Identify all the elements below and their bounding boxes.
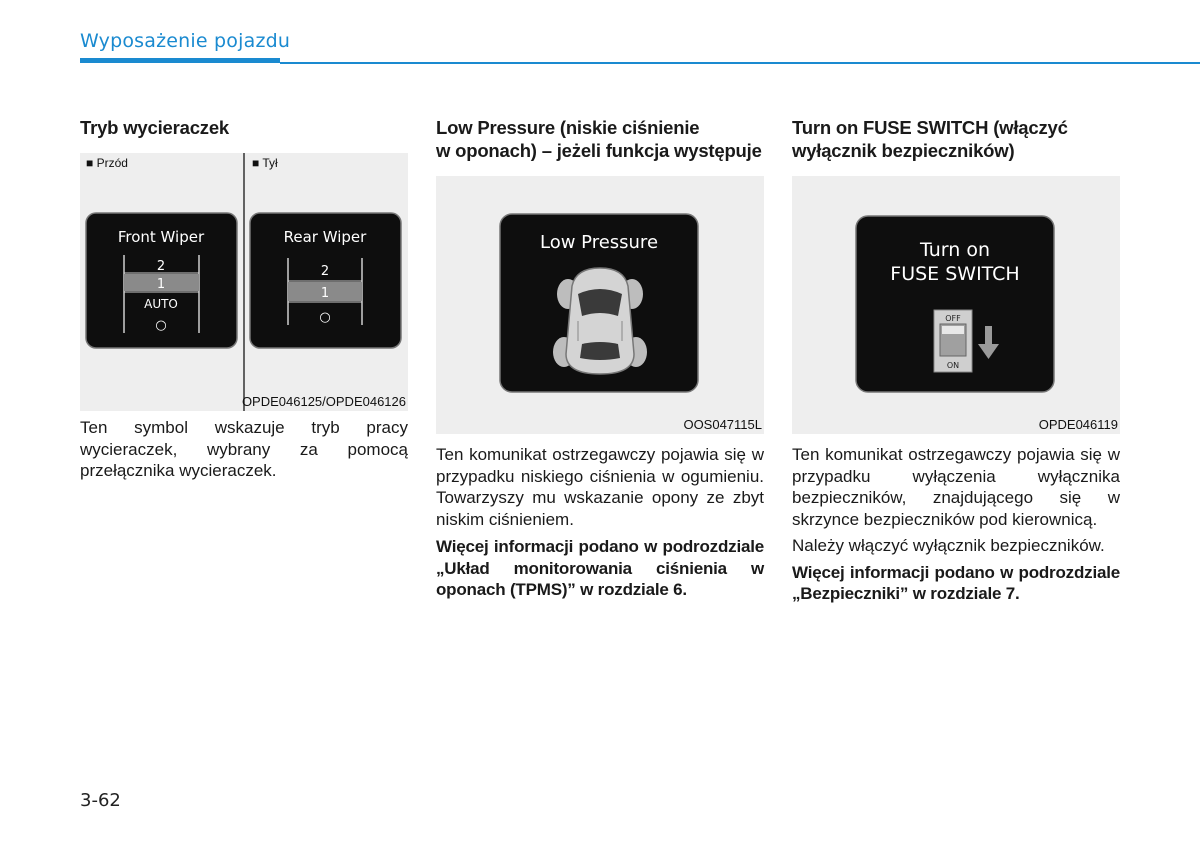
wiper-mode-heading: Tryb wycieraczek: [80, 117, 230, 138]
section-title: Wyposażenie pojazdu: [80, 30, 291, 52]
fuse-panel-line2: FUSE SWITCH: [890, 263, 1020, 285]
fuse-switch-heading: [792, 116, 1120, 162]
fuse-switch-illustration: [792, 176, 1120, 434]
column-low-pressure: [436, 116, 764, 601]
low-pressure-figure: [436, 176, 764, 434]
arrow-down-icon: [985, 326, 992, 346]
rear-tag: ■ Tył: [252, 156, 278, 170]
heading-line: wyłącznik bezpieczników): [792, 140, 1015, 161]
front-mode-auto: AUTO: [144, 297, 178, 311]
low-pressure-title: Low Pressure: [539, 232, 659, 253]
fuse-switch-figure: [792, 176, 1120, 434]
front-tag: ■ Przód: [86, 156, 128, 170]
fuse-switch-note: Więcej informacji podano w podrozdziale „Bezpieczniki” w rozdziale 7.: [792, 562, 1120, 603]
figure-caption: OPDE046125/OPDE046126: [241, 394, 406, 409]
figure-caption: OPDE046119: [1038, 417, 1118, 432]
low-pressure-illustration: [436, 176, 764, 434]
wiper-illustration: [80, 153, 408, 411]
fuse-switch-instruction: Należy włączyć wyłącznik bezpieczników.: [792, 536, 1105, 555]
low-pressure-note: Więcej informacji podano w podrozdziale „Układ monitorowania ciśnienia w oponach (TPMS)” w rozdziale 6.: [436, 537, 764, 599]
rear-mode-1: 1: [320, 286, 330, 301]
wiper-mode-description: Ten symbol wskazuje tryb pracy wycieraczek, wybrany za pomocą przełącznika wycieraczek.: [80, 418, 408, 480]
header-rule-accent: [80, 58, 280, 63]
front-mode-1: 1: [156, 277, 166, 292]
front-wiper-title: Front Wiper: [117, 228, 205, 246]
column-wiper-mode: [80, 116, 408, 482]
switch-off-label: OFF: [945, 314, 961, 323]
heading-line: w oponach) – jeżeli funkcja występuje: [436, 140, 762, 161]
header-rule: [280, 62, 1200, 64]
low-pressure-description: Ten komunikat ostrzegawczy pojawia się w przypadku niskiego ciśnienia w ogumieniu. Towarzyszy mu wskazanie opony ze zbyt niskim ciśnieniem.: [436, 445, 764, 529]
heading-line: Low Pressure (niskie ciśnienie: [436, 117, 700, 138]
switch-on-label: ON: [946, 361, 960, 370]
fuse-switch-description: Ten komunikat ostrzegawczy pojawia się w przypadku wyłączenia wyłącznika bezpieczników, znajdującego się w skrzynce bezpieczników pod kierownicą.: [792, 445, 1120, 529]
low-pressure-heading: [436, 116, 764, 162]
figure-caption: OOS047115L: [683, 417, 762, 432]
column-fuse-switch: [792, 116, 1120, 605]
front-mode-off: ○: [155, 318, 167, 333]
wiper-figure: [80, 153, 408, 411]
fuse-panel-line1: Turn on: [920, 239, 990, 261]
rear-wiper-title: Rear Wiper: [283, 228, 367, 246]
page-number: 3-62: [80, 790, 121, 811]
rear-mode-2: 2: [320, 264, 330, 279]
rear-mode-off: ○: [319, 310, 331, 325]
heading-line: Turn on FUSE SWITCH (włączyć: [792, 117, 1068, 138]
front-mode-2: 2: [156, 259, 166, 274]
